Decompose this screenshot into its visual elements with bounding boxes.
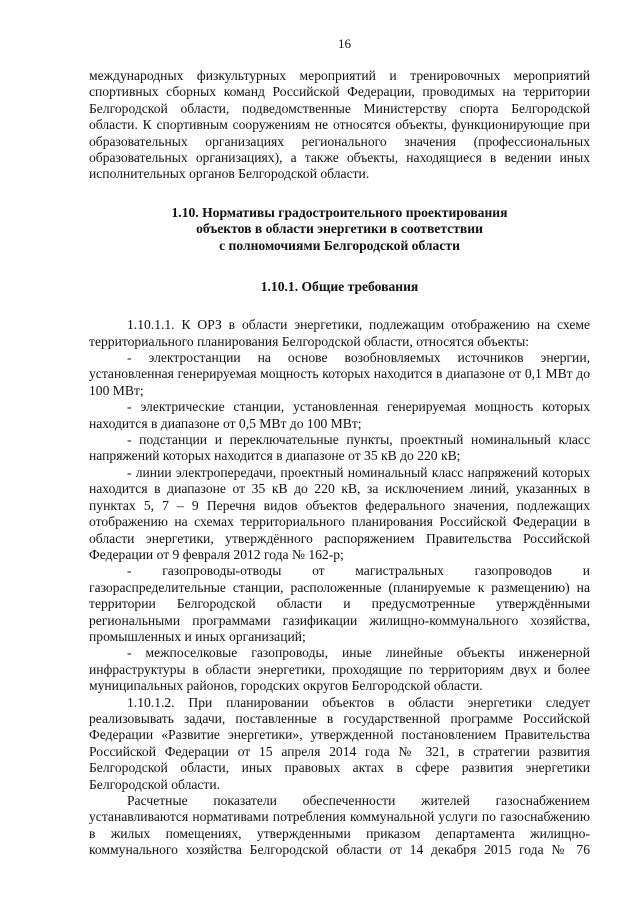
paragraph: 1.10.1.1. К ОРЗ в области энергетики, подлежащим отображению на схеме территориального планирования Белгородской области, относятся объекты: bbox=[89, 317, 590, 349]
list-item: - газопроводы-отводы от магистральных газопроводов и газораспределительные станции, расположенные (планируемые к размещению) на территории Белгородской области и предусмотренные утверждёнными региональными программами газификации жилищно-коммунального хозяйства, промышленных и иных организаций; bbox=[89, 563, 590, 644]
list-item: - электрические станции, установленная генерируемая мощность которых находится в диапазоне от 0,5 МВт до 100 МВт; bbox=[89, 399, 590, 431]
section-heading-line: с полномочиями Белгородской области bbox=[219, 238, 460, 254]
page-number: 16 bbox=[338, 36, 351, 51]
section-heading-line: объектов в области энергетики в соответствии bbox=[196, 221, 483, 237]
paragraph: 1.10.1.2. При планировании объектов в области энергетики следует реализовывать задачи, поставленные в государственной программе Российской Федерации «Развитие энергетики», утвержденной постановлением Правительства Российской Федерации от 15 апреля 2014 года № 321, в стратегии развития Белгородской области, иных правовых актах в сфере развития энергетики Белгородской области. bbox=[89, 694, 590, 792]
paragraph: Расчетные показатели обеспеченности жителей газоснабжением устанавливаются нормативами потребления коммунальной услуги по газоснабжению в жилых помещениях, утвержденными приказом департамента жилищно-коммунального хозяйства Белгородской области от 14 декабря 2015 года № 76 bbox=[89, 793, 590, 858]
section-heading bbox=[89, 205, 590, 255]
list-item: - электростанции на основе возобновляемых источников энергии, установленная генерируемая мощность которых находится в диапазоне от 0,1 МВт до 100 МВт; bbox=[89, 350, 590, 398]
list-item: - подстанции и переключательные пункты, проектный номинальный класс напряжений которых находится в диапазоне от 35 кВ до 220 кВ; bbox=[89, 432, 590, 464]
subsection-heading: 1.10.1. Общие требования bbox=[260, 278, 419, 294]
list-item: - линии электропередачи, проектный номинальный класс напряжений которых находится в диапазоне от 35 кВ до 220 кВ, за исключением линий, указанных в пунктах 5, 7 – 9 Перечня видов объектов федерального значения, подлежащих отображению на схемах территориального планирования Российской Федерации в области энергетики, утверждённого распоряжением Правительства Российской Федерации от 9 февраля 2012 года № 162-р; bbox=[89, 464, 590, 562]
intro-paragraph: международных физкультурных мероприятий и тренировочных мероприятий спортивных сборных команд Российской Федерации, проводимых на территории Белгородской области, подведомственные Министерству спорта Белгородской области. К спортивным сооружениям не относятся объекты, функционирующие при образовательных организациях регионального значения (профессиональных образовательных организациях), а также объекты, находящиеся в ведении иных исполнительных органов Белгородской области. bbox=[89, 68, 590, 182]
list-item: - межпоселковые газопроводы, иные линейные объекты инженерной инфраструктуры в области энергетики, проходящие по территориям двух и более муниципальных районов, городских округов Белгородской области. bbox=[89, 645, 590, 694]
section-heading-line: 1.10. Нормативы градостроительного проектирования bbox=[171, 204, 508, 220]
